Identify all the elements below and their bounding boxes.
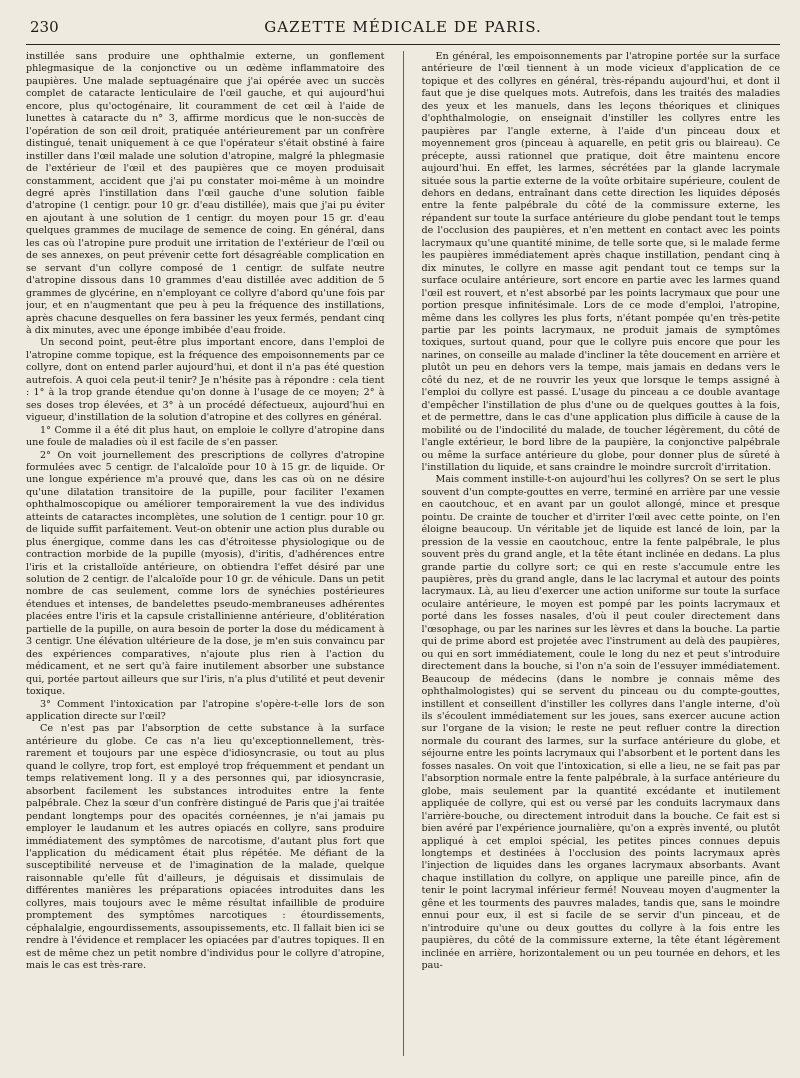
page-number: 230 <box>30 18 59 36</box>
paragraph: Mais comment instille-t-on aujourd'hui les collyres? On se sert le plus souvent d'un compte-gouttes en verre, terminé en arrière par une vessie en caoutchouc, et en avant par un goulot allongé, mince et presque pointu. De crainte de toucher et d'irriter l'œil avec cette pointe, on l'en éloigne beaucoup. Un véritable jet de liquide est lancé de loin, par la pression de la vessie en caoutchouc, entre la fente palpébrale, le plus souvent près du grand angle, et la tête étant inclinée en dedans. La plus grande partie du collyre sort; ce qui en reste s'accumule entre les paupières, près du grand angle, dans le lac lacrymal et autour des points lacrymaux. Là, au lieu d'exercer une action uniforme sur toute la surface oculaire antérieure, le moyen est pompé par les points lacrymaux et porté dans les fosses nasales, d'où il peut couler directement dans l'œsophage, ou par les narines sur les lèvres et dans la bouche. La partie qui de prime abord est projetée avec l'instrument au delà des paupières, ou qui en sort immédiatement, coule le long du nez et peut s'introduire directement dans la bouche, si l'on n'a soin de l'essuyer immédiatement. Beaucoup de médecins (dans le nombre je connais même des ophthalmologistes) qui se servent du pinceau ou du compte-gouttes, instillent et conseillent d'instiller les collyres dans l'angle interne, d'où ils s'écoulent immédiatement sur les joues, sans exercer aucune action sur l'organe de la vision; le reste ne peut refluer contre la direction normale du courant des larmes, sur la surface antérieure du globe, et séjourne entre les points lacrymaux qui l'absorbent et le portent dans les fosses nasales. On voit que l'intoxication, si elle a lieu, ne se fait pas par l'absorption normale entre la fente palpébrale, à la surface antérieure du globe, mais seulement par la quantité excédante et inutilement appliquée de collyre, qui est ou versé par les conduits lacrymaux dans l'arrière-bouche, ou directement introduit dans la bouche. Ce fait est si bien avéré par l'expérience journalière, qu'on a exprès inventé, ou plutôt appliqué à cet emploi spécial, les petites pinces connues depuis longtemps et destinées à l'occlusion des points lacrymaux après l'injection de liquides dans les organes lacrymaux absorbants. Avant chaque instillation du collyre, on applique une pareille pince, afin de tenir le point lacrymal inférieur fermé! Nouveau moyen d'augmenter la gêne et les tourments des pauvres malades, tandis que, sans le moindre ennui pour eux, il est si facile de se servir d'un pinceau, et de n'introduire qu'une ou deux gouttes du collyre à la fois entre les paupières, du côté de la commissure externe, la tête étant légèrement inclinée en arrière, horizontalement ou un peu tournée en dehors, et les pau- <box>421 474 780 972</box>
paragraph: 2° On voit journellement des prescriptions de collyres d'atropine formulées avec 5 centigr. de l'alcaloïde pour 10 à 15 gr. de liquide. Or une longue expérience m'a prouvé que, dans les cas où on ne désire qu'une dilatation transitoire de la pupille, pour faciliter l'examen ophthalmoscopique ou améliorer temporairement la vue des individus atteints de cataractes incomplètes, une solution de 1 centigr. pour 10 gr. de liquide suffit parfaitement. Veut-on obtenir une action plus durable ou plus énergique, comme dans les cas d'étroitesse physiologique ou de contraction morbide de la pupille (myosis), d'iritis, d'adhérences entre l'iris et la cristalloïde antérieure, on obtiendra l'effet désiré par une solution de 2 centigr. de l'alcaloïde pour 10 gr. de véhicule. Dans un petit nombre de cas seulement, comme lors de synéchies postérieures étendues et intenses, de bandelettes pseudo-membraneuses adhérentes placées entre l'iris et la capsule cristallinienne antérieure, d'oblitération partielle de la pupille, on aura besoin de porter la dose du médicament à 3 centigr. Une élévation ultérieure de la dose, je m'en suis convaincu par des expériences comparatives, n'ajoute plus rien à l'action du médicament, et ne sert qu'à faire inutilement absorber une substance qui, portée partout ailleurs que sur l'iris, n'a plus d'utilité et peut devenir toxique. <box>26 449 385 698</box>
paragraph: Un second point, peut-être plus important encore, dans l'emploi de l'atropine comme topique, est la fréquence des empoisonnements par ce collyre, dont on entend parler aujourd'hui, et dont il n'a pas été question autrefois. A quoi cela peut-il tenir? Je n'hésite pas à répondre : cela tient : 1° à la trop grande étendue qu'on donne à l'usage de ce moyen; 2° à ses doses trop élevées, et 3° à un procédé défectueux, aujourd'hui en vigueur, d'instillation de la solution d'atropine et des collyres en général. <box>26 337 385 424</box>
column-divider <box>403 51 404 1056</box>
running-title: GAZETTE MÉDICALE DE PARIS. <box>264 18 542 36</box>
paragraph: 1° Comme il a été dit plus haut, on emploie le collyre d'atropine dans une foule de maladies où il est facile de s'en passer. <box>26 424 385 449</box>
paragraph: En général, les empoisonnements par l'atropine portée sur la surface antérieure de l'œil tiennent à un mode vicieux d'application de ce topique et des collyres en général, très-répandu aujourd'hui, et dont il faut que je dise quelques mots. Autrefois, dans les traités des maladies des yeux et les manuels, dans les leçons théoriques et cliniques d'ophthalmologie, on enseignait d'instiller les collyres entre les paupières par l'angle externe, à l'aide d'un pinceau doux et moyennement gros (pinceau à aquarelle, en petit gris ou blaireau). Ce précepte, aussi rationnel que pratique, doit être maintenu encore aujourd'hui. En effet, les larmes, sécrétées par la glande lacrymale située sous la partie externe de la voûte orbitaire supérieure, coulent de dehors en dedans, entraînant dans cette direction les liquides déposés entre la fente palpébrale du côté de la commissure externe, les répandent sur toute la surface antérieure du globe pendant tout le temps de l'occlusion des paupières, et n'en mettent en contact avec les points lacrymaux qu'une quantité minime, de telle sorte que, si le malade ferme les paupières immédiatement après chaque instillation, pendant cinq à dix minutes, le collyre en masse agit pendant tout ce temps sur la surface oculaire antérieure, sort encore en partie avec les larmes quand l'œil est rouvert, et n'est absorbé par les points lacrymaux que pour une portion presque infinitésimale. Lors de ce mode d'emploi, l'atropine, même dans les collyres les plus forts, n'étant pompée qu'en très-petite partie par les points lacrymaux, ne produit jamais de symptômes toxiques, surtout quand, pour que le collyre puis encore que pour les narines, on conseille au malade d'incliner la tête doucement en arrière et plutôt un peu en dehors vers la tempe, mais jamais en dedans vers le côté du nez, et de ne rouvrir les yeux que lorsque le temps assigné à l'emploi du collyre est passé. L'usage du pinceau a ce double avantage d'empêcher l'instillation de plus d'une ou de quelques gouttes à la fois, et de permettre, dans le cas d'une application plus difficile à cause de la mobilité ou de l'indocilité du malade, de toucher légèrement, du côté de l'angle extérieur, le bord libre de la paupière, la conjonctive palpébrale ou même la surface antérieure du globe, pour donner plus de sûreté à l'instillation du liquide, et sans craindre le moindre surcroît d'irritation. <box>421 51 780 473</box>
page-header <box>26 16 780 45</box>
paragraph: Ce n'est pas par l'absorption de cette substance à la surface antérieure du globe. Ce cas n'a lieu qu'exceptionnellement, très-rarement et toujours par une espèce d'idiosyncrasie, ou tout au plus quand le collyre, trop fort, est employé trop fréquemment et pendant un temps relativement long. Il y a des personnes qui, par idiosyncrasie, absorbent facilement les substances introduites entre la fente palpébrale. Chez la sœur d'un confrère distingué de Paris que j'ai traitée pendant longtemps pour des opacités cornéennes, je n'ai jamais pu employer le laudanum et les autres opiacés en collyre, sans produire immédiatement des symptômes de narcotisme, d'autant plus fort que l'application du médicament était plus répétée. Me défiant de la susceptibilité nerveuse et de l'imagination de la malade, quelque raisonnable qu'elle fût d'ailleurs, je déguisais et dissimulais de différentes manières les préparations opiacées introduites dans les collyres, mais toujours avec le même résultat infaillible de produire promptement des symptômes narcotiques : étourdissements, céphalalgie, engourdissements, assoupissements, etc. Il fallait bien ici se rendre à l'évidence et remplacer les opiacées par d'autres topiques. Il en est de même chez un petit nombre d'individus pour le collyre d'atropine, mais le cas est très-rare. <box>26 723 385 972</box>
right-column <box>422 51 781 1056</box>
text-columns <box>26 51 780 1056</box>
left-column <box>26 51 385 1056</box>
paragraph: 3° Comment l'intoxication par l'atropine s'opère-t-elle lors de son application directe sur l'œil? <box>26 698 385 723</box>
paragraph: instillée sans produire une ophthalmie externe, un gonflement phlegmasique de la conjonctive ou un œdème inflammatoire des paupières. Une malade septuagénaire que j'ai opérée avec un succès complet de cataracte lenticulaire de l'œil gauche, et qui aujourd'hui encore, plus qu'octogénaire, lit couramment de cet œil à l'aide de lunettes à cataracte du n° 3, affirme mordicus que le non-succès de l'opération de son œil droit, pratiquée antérieurement par un confrère distingué, tenait uniquement à ce que l'opérateur s'était obstiné à faire instiller dans l'œil malade une solution d'atropine, malgré la phlegmasie de l'extérieur de l'œil et des paupières que ce moyen produisait constamment, accident que j'ai pu constater moi-même à un moindre degré après l'instillation dans l'œil gauche d'une solution faible d'atropine (1 centigr. pour 10 gr. d'eau distillée), mais que j'ai pu éviter en ajoutant à une solution de 1 centigr. du moyen pour 15 gr. d'eau quelques grammes de mucilage de semence de coing. En général, dans les cas où l'atropine pure produit une irritation de l'extérieur de l'œil ou de ses annexes, on peut prévenir cette fort désagréable complication en se servant d'un collyre composé de 1 centigr. de sulfate neutre d'atropine dissous dans 10 grammes d'eau distillée avec addition de 5 grammes de glycérine, en n'employant ce collyre d'abord qu'une fois par jour, et en n'augmentant que peu à peu la fréquence des instillations, après chacune desquelles on fera bassiner les yeux fermés, pendant cinq à dix minutes, avec une éponge imbibée d'eau froide. <box>26 51 385 336</box>
